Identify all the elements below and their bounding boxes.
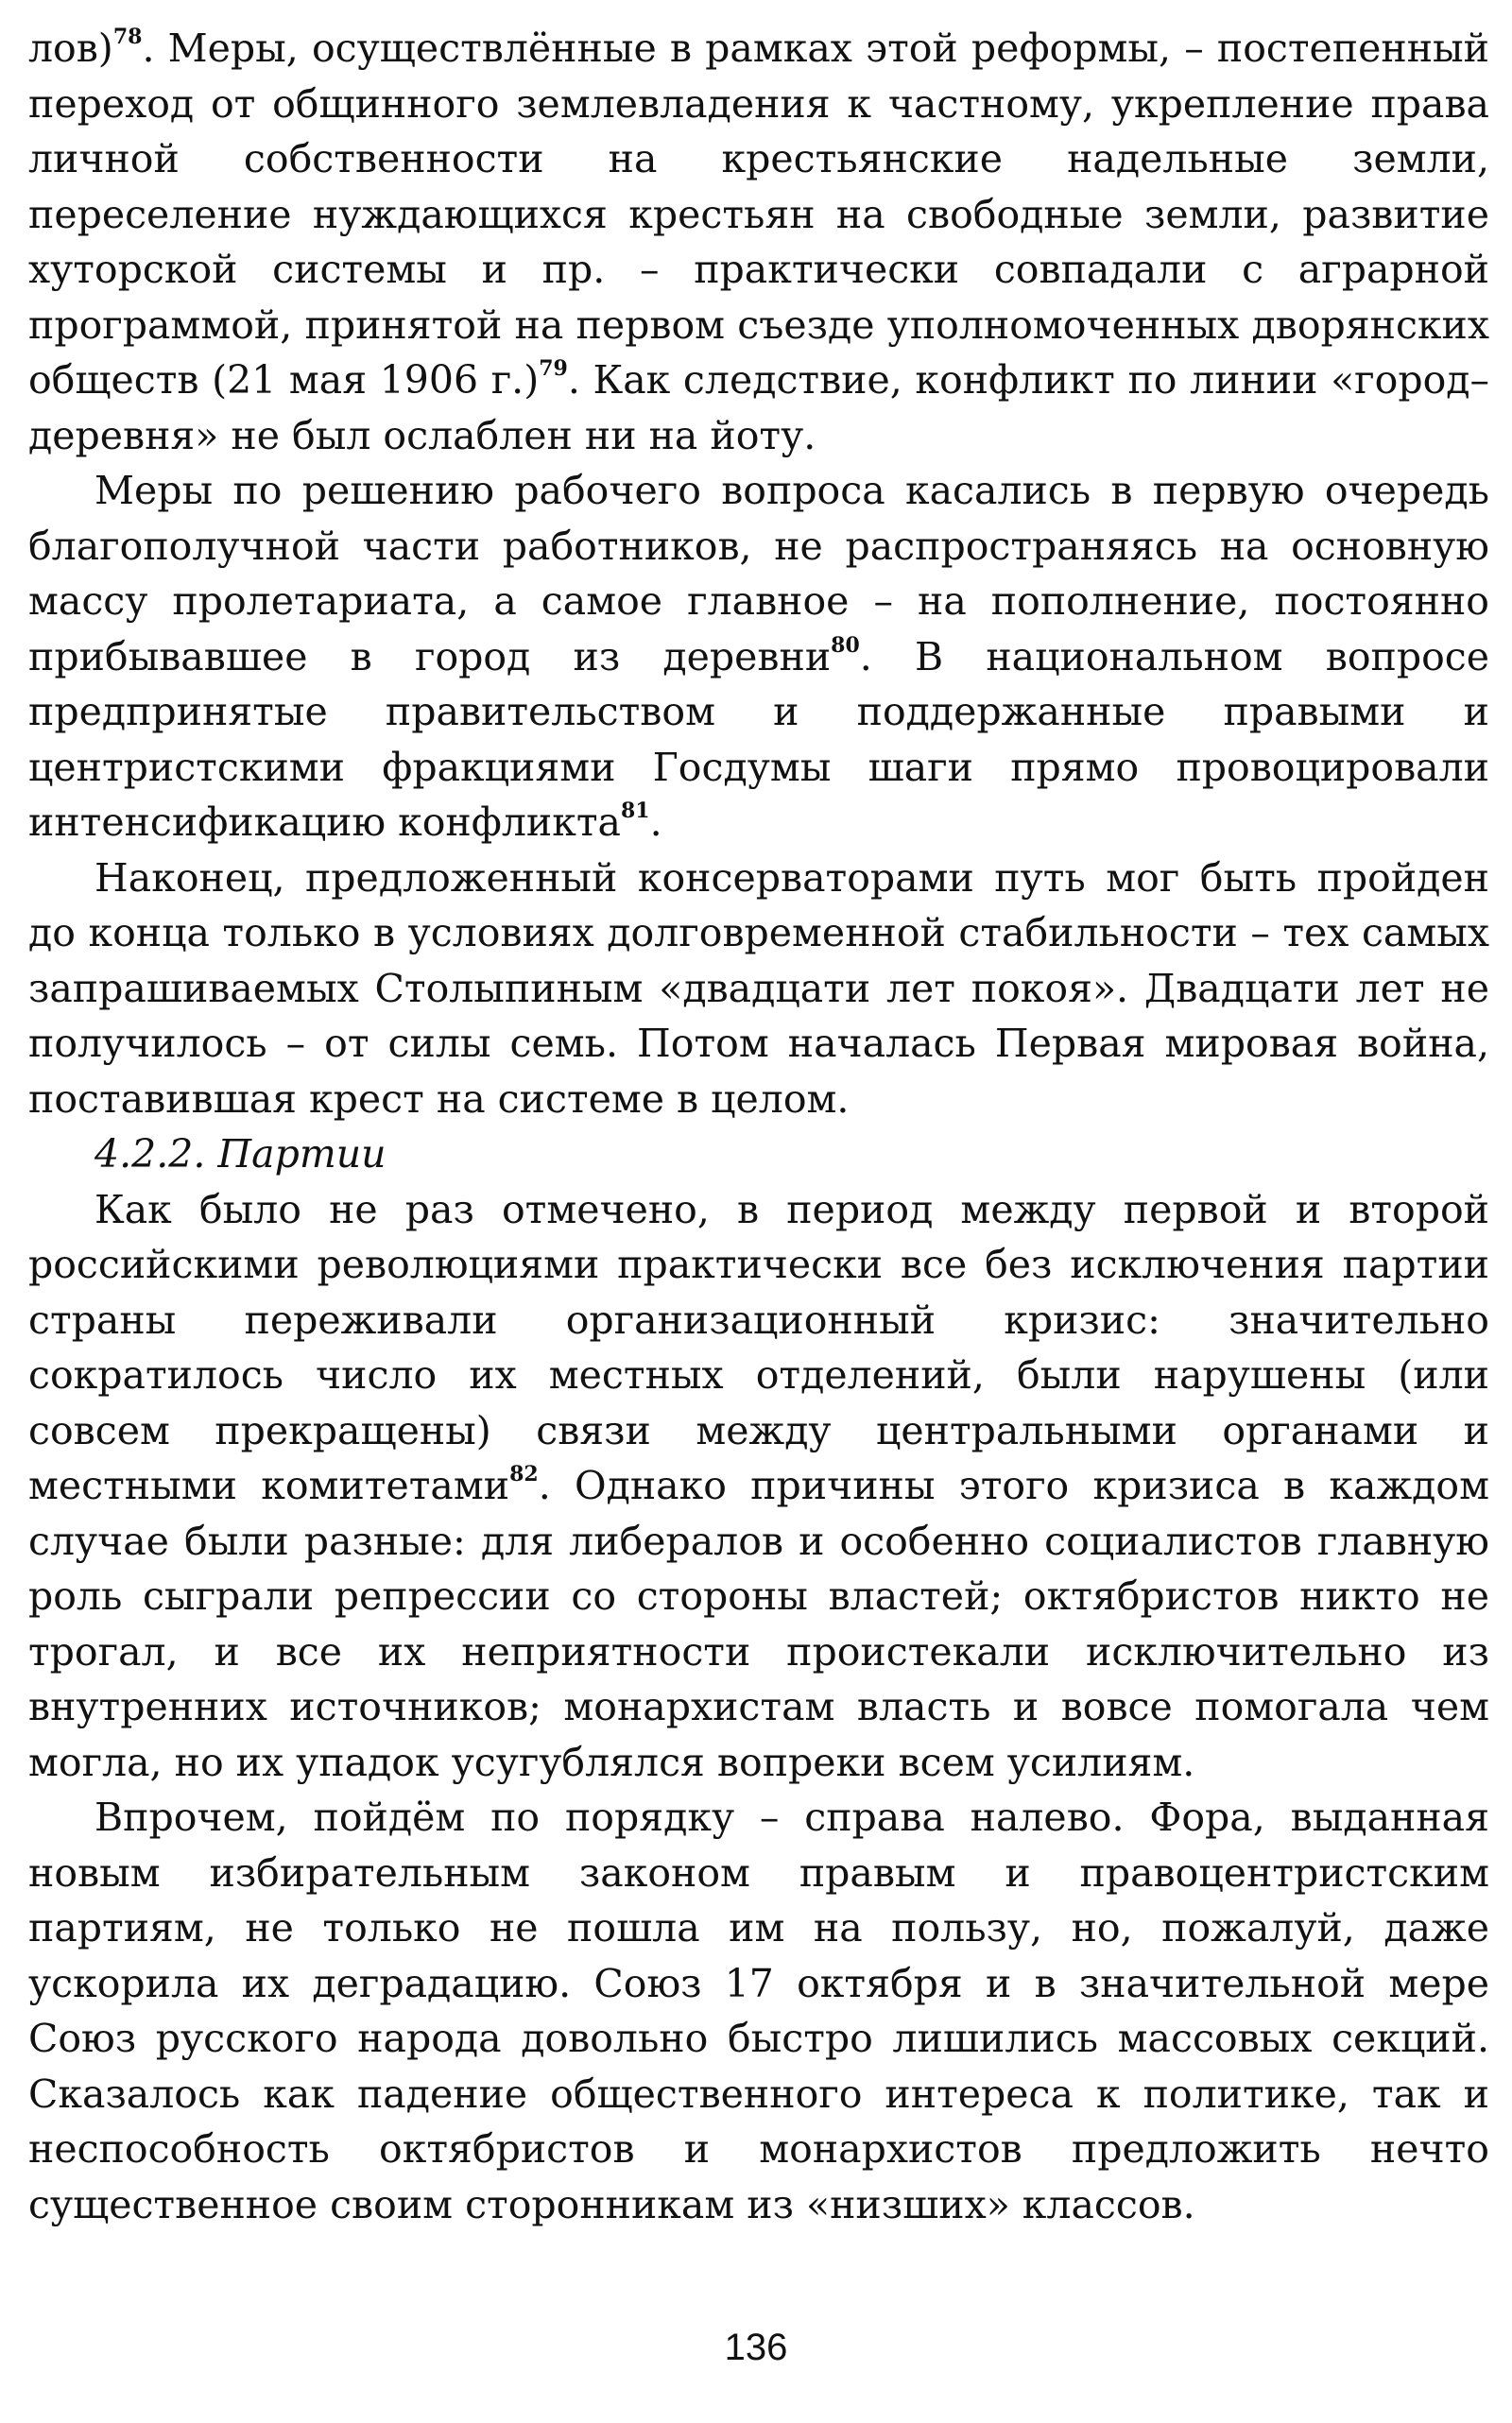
section-heading: 4.2.2. Партии <box>94 1131 387 1177</box>
footnote-ref[interactable]: 80 <box>831 632 860 658</box>
footnote-ref[interactable]: 79 <box>539 356 568 382</box>
page-number: 136 <box>724 2327 788 2368</box>
page-body <box>28 21 1489 2232</box>
paragraph: Впрочем, пойдём по порядку – справа налево. Фора, выданная новым избирательным законом правым и правоцентристским партиям, не только не пошла им на пользу, но, пожалуй, даже ускорила их деградацию. Союз 17 октября и в значительной мере Союз русского народа довольно быстро лишились массовых секций. Сказалось как падение общественного интереса к политике, так и неспособность октябристов и монархистов предложить нечто существенное своим сторонникам из «низших» классов. <box>28 1795 1489 2227</box>
paragraph-text: . В национальном вопросе предпринятые правительством и поддержанные правыми и центристскими фракциями Госдумы шаги прямо провоцировали интенсификацию конфликта <box>28 633 1489 845</box>
paragraph-text: . <box>649 799 662 845</box>
paragraph-text: . Однако причины этого кризиса в каждом случае были разные: для либералов и особенно социалистов главную роль сыграли репрессии со стороны властей; октябристов никто не трогал, и все их неприятности проистекали исключительно из внутренних источников; монархистам власть и вовсе помогала чем могла, но их упадок усугублялся вопреки всем усилиям. <box>28 1463 1489 1785</box>
paragraph-text: . Меры, осуществлённые в рамках этой реформы, – постепенный переход от общинного землевладения к частному, укрепление права личной собственности на крестьянские надельные земли, переселение нуждающихся крестьян на свободные земли, развитие хуторской системы и пр. – практически совпадали с аграрной программой, принятой на первом съезде уполномоченных дворянских обществ (21 мая 1906 г.) <box>28 26 1489 403</box>
footnote-ref[interactable]: 82 <box>509 1462 539 1487</box>
paragraph-text: лов) <box>28 26 113 71</box>
footnote-ref[interactable]: 78 <box>112 25 143 50</box>
footnote-ref[interactable]: 81 <box>620 799 650 824</box>
paragraph-text: Меры по решению рабочего вопроса касались в первую очередь благополучной части работников, не распространяясь на основную массу пролетариата, а самое главное – на пополнение, постоянно прибывавшее в город из деревни <box>28 468 1489 679</box>
paragraph <box>28 21 1489 463</box>
paragraph <box>28 463 1489 851</box>
paragraph-text: Как было не раз отмечено, в период между первой и второй российскими революциями практически все без исключения партии страны переживали организационный кризис: значительно сократилось число их местных отделений, были нарушены (или совсем прекращены) связи между центральными органами и местными комитетами <box>28 1186 1489 1508</box>
paragraph: Наконец, предложенный консерваторами путь мог быть пройден до конца только в условиях долговременной стабильности – тех самых запрашиваемых Столыпиным «двадцати лет покоя». Двадцати лет не получилось – от силы семь. Потом началась Первая мировая война, поставившая крест на системе в целом. <box>28 854 1489 1122</box>
paragraph <box>28 1182 1489 1791</box>
paragraph-text: . Как следствие, конфликт по линии «город–деревня» не был ослаблен ни на йоту. <box>28 357 1490 458</box>
